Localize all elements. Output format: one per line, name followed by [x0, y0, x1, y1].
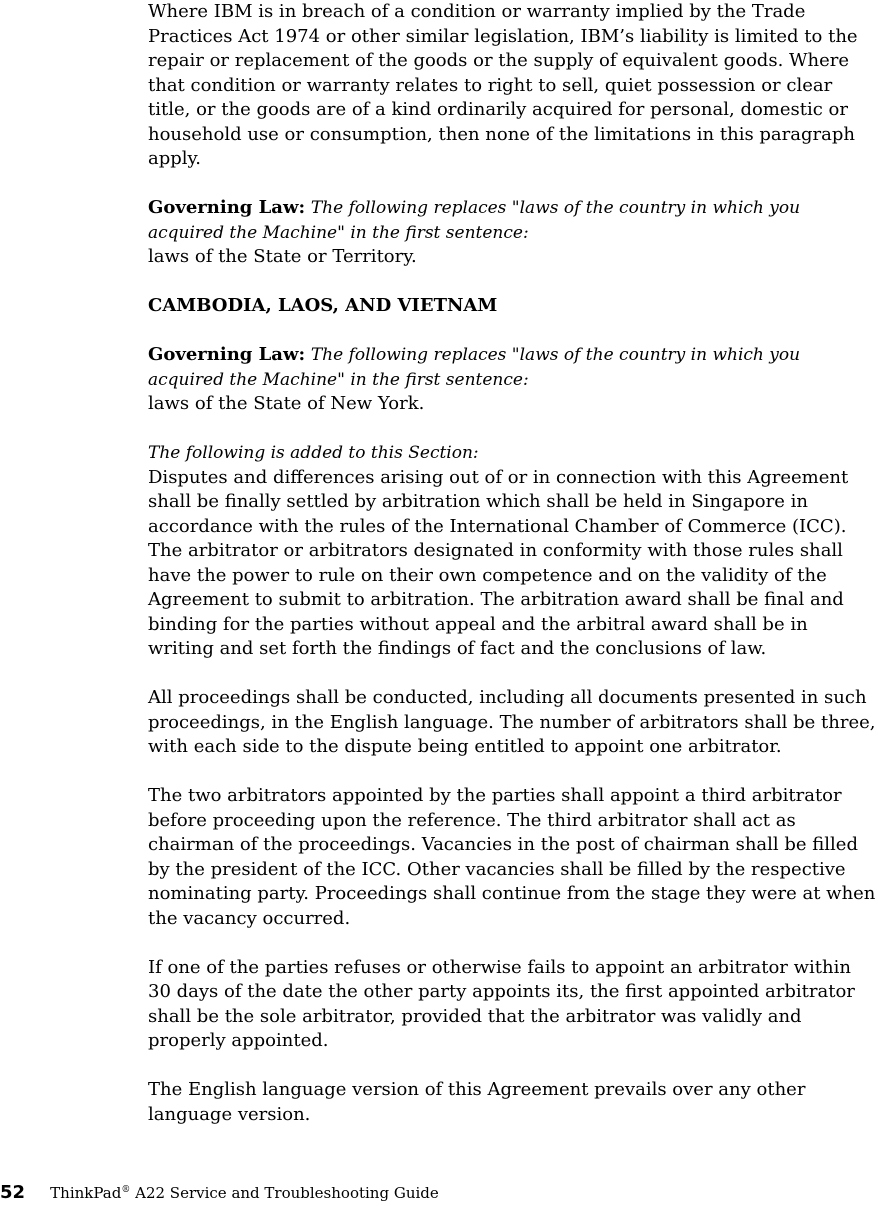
- governing-law-cambodia: [148, 343, 878, 392]
- footer-title: [50, 1184, 439, 1202]
- governing-law-replacement: laws of the State or Territory.: [148, 246, 417, 267]
- governing-law-label: Governing Law:: [148, 197, 306, 218]
- footer-title-prefix: ThinkPad: [50, 1184, 122, 1202]
- section-heading-cambodia: CAMBODIA, LAOS, AND VIETNAM: [148, 295, 498, 316]
- page-number: 52: [0, 1182, 26, 1203]
- governing-law-instruction: The following replaces "laws of the country in which you acquired the Machine" in the first sentence:: [148, 345, 801, 390]
- english-version-paragraph: The English language version of this Agreement prevails over any other language version.: [148, 1079, 806, 1125]
- page-footer: [0, 1182, 439, 1206]
- governing-law-australia: [148, 196, 878, 245]
- disputes-paragraph: Disputes and differences arising out of or in connection with this Agreement shall be finally settled by arbitration which shall be held in Singapore in accordance with the rules of the International Chamber of Commerce (ICC). The arbitrator or arbitrators designated in conformity with those rules shall have the power to rule on their own competence and on the validity of the Agreement to submit to arbitration. The arbitration award shall be final and binding for the parties without appeal and the arbitral award shall be in writing and set forth the findings of fact and the conclusions of law.: [148, 466, 849, 659]
- governing-law-instruction: The following replaces "laws of the country in which you acquired the Machine" in the first sentence:: [148, 198, 801, 243]
- refuses-paragraph: If one of the parties refuses or otherwise fails to appoint an arbitrator within 30 days of the date the other party appoints its, the first appointed arbitrator shall be the sole arbitrator, provided that the arbitrator was validly and properly appointed.: [148, 956, 855, 1051]
- document-body: [148, 0, 878, 1127]
- governing-law-replacement: laws of the State of New York.: [148, 393, 425, 414]
- governing-law-label: Governing Law:: [148, 344, 306, 365]
- two-arbitrators-paragraph: The two arbitrators appointed by the parties shall appoint a third arbitrator before proceeding upon the reference. The third arbitrator shall act as chairman of the proceedings. Vacancies in the post of chairman shall be filled by the president of the ICC. Other vacancies shall be filled by the respective nominating party. Proceedings shall continue from the stage they were at when the vacancy occurred.: [148, 785, 876, 929]
- intro-paragraph: Where IBM is in breach of a condition or warranty implied by the Trade Practices Act 1974 or other similar legislation, IBM’s liability is limited to the repair or replacement of the goods or the supply of equivalent goods. Where that condition or warranty relates to right to sell, quiet possession or clear title, or the goods are of a kind ordinarily acquired for personal, domestic or household use or consumption, then none of the limitations in this paragraph apply.: [148, 1, 858, 169]
- added-section-note: The following is added to this Section:: [148, 443, 479, 463]
- registered-mark: ®: [121, 1185, 131, 1195]
- proceedings-paragraph: All proceedings shall be conducted, including all documents presented in such proceedings, in the English language. The number of arbitrators shall be three, with each side to the dispute being entitled to appoint one arbitrator.: [148, 687, 876, 757]
- footer-title-suffix: A22 Service and Troubleshooting Guide: [130, 1184, 439, 1202]
